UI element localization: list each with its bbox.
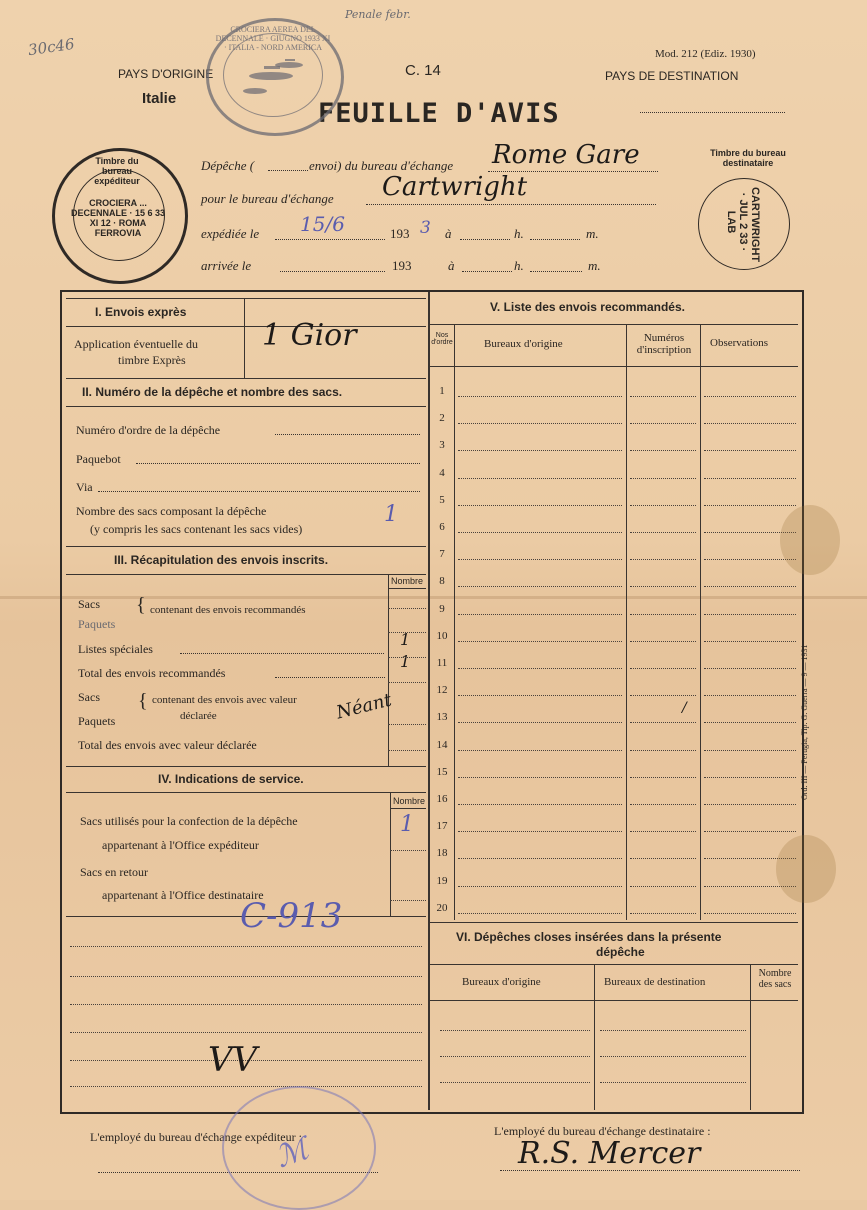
section4-title: IV. Indications de service. (158, 772, 304, 786)
row-number: 19 (436, 875, 448, 887)
row-number: 18 (436, 847, 448, 859)
printer-note: Ord. III — Perugia, Tip. G. Guerra — 9 — 1931 (800, 644, 809, 800)
expediteur-stamp-text: CROCIERA ... DECENNALE · 15 6 33 XI 12 · ROMA FERROVIA (70, 198, 166, 238)
row-line (630, 559, 696, 560)
employe-expediteur-label: L'employé du bureau d'échange expéditeur : (90, 1130, 302, 1144)
paper-stain-lower (776, 835, 836, 903)
total-recommandes-label: Total des envois recommandés (78, 666, 226, 680)
depeche-label: Dépêche ( (201, 158, 255, 173)
row-number: 15 (436, 766, 448, 778)
row-line (704, 695, 796, 696)
depeche-value: Rome Gare (492, 140, 640, 170)
row-line (458, 695, 622, 696)
row-line (704, 505, 796, 506)
section3-title: III. Récapitulation des envois inscrits. (114, 553, 329, 567)
nombre-sacs-value: 1 (384, 502, 398, 527)
arrivee-year-label: 193 (392, 258, 412, 273)
pays-destination-label: PAYS DE DESTINATION (605, 69, 739, 83)
section3-nombre-header: Nombre (391, 576, 424, 586)
row-line (458, 722, 622, 723)
row-number: 8 (439, 575, 445, 587)
sacs-retour-label-2: appartenant à l'Office destinataire (102, 888, 264, 902)
paquets-label: Paquets (78, 617, 116, 631)
row-line (630, 450, 696, 451)
row-line (704, 722, 796, 723)
contenant-valeur-1: contenant des envois avec valeur (152, 694, 297, 706)
a-label: à (445, 226, 452, 241)
row-line (630, 695, 696, 696)
sacs-utilises-label-2: appartenant à l'Office expéditeur (102, 838, 259, 852)
row-line (458, 450, 622, 451)
listes-speciales-value: 1 (400, 630, 411, 649)
sacs-retour-label-1: Sacs en retour (80, 865, 148, 879)
row-line (458, 478, 622, 479)
row-line (704, 641, 796, 642)
col-bureaux-header: Bureaux d'origine (484, 338, 563, 350)
listes-speciales-label: Listes spéciales (78, 642, 153, 656)
row-line (704, 668, 796, 669)
arrivee-a-label: à (448, 258, 455, 273)
year-expediee: 3 (420, 218, 431, 238)
row-line (458, 750, 622, 751)
row-line (630, 858, 696, 859)
sacs-valeur-label: Sacs (78, 690, 100, 704)
row-line (458, 913, 622, 914)
row-line (458, 396, 622, 397)
col-numeros-header: Numéros d'inscription (636, 332, 692, 356)
sacs-utilises-label-1: Sacs utilisés pour la confection de la dépêche (80, 814, 298, 828)
row-line (458, 777, 622, 778)
arrivee-h-label: h. (514, 258, 524, 273)
col-nombre-header: Nombre des sacs (758, 968, 792, 990)
brace-valeur: { (138, 690, 148, 712)
row-line (630, 886, 696, 887)
application-value: 1 Gior (262, 318, 357, 353)
form-title: FEUILLE D'AVIS (318, 98, 560, 129)
row-number: 20 (436, 902, 448, 914)
row-line (704, 396, 796, 397)
blue-pencil-note: C-913 (240, 896, 343, 936)
row-line (630, 750, 696, 751)
col-origine-header: Bureaux d'origine (462, 976, 541, 988)
model-number: Mod. 212 (Ediz. 1930) (655, 48, 756, 60)
row-number: 10 (436, 630, 448, 642)
col-nos-header: Nos d'ordre (431, 332, 453, 346)
row-number: 13 (436, 711, 448, 723)
via-label: Via (76, 480, 93, 494)
row-line (630, 505, 696, 506)
pays-destination-line (640, 112, 785, 113)
row-line (458, 423, 622, 424)
employe-destinataire-label: L'employé du bureau d'échange destinataire : (494, 1124, 711, 1138)
row-line (704, 750, 796, 751)
application-label-1: Application éventuelle du (74, 337, 198, 351)
row-line (704, 913, 796, 914)
pays-origine-value: Italie (142, 90, 177, 107)
section6-title-1: VI. Dépêches closes insérées dans la présente (456, 930, 722, 944)
h-label: h. (514, 226, 524, 241)
nombre-sacs-label-1: Nombre des sacs composant la dépêche (76, 504, 267, 518)
pour-label: pour le bureau d'échange (201, 191, 334, 206)
paquets-valeur-label: Paquets (78, 714, 116, 728)
envoi-label: envoi) du bureau d'échange (309, 158, 454, 173)
row-number: 5 (439, 494, 445, 506)
contenant-valeur-2: déclarée (180, 710, 217, 722)
row-line (704, 450, 796, 451)
corner-pencil-note: 30c46 (26, 34, 76, 60)
row-line (704, 586, 796, 587)
top-scribble: Penale febr. (345, 8, 411, 21)
row-line (630, 777, 696, 778)
year-label: 193 (390, 226, 410, 241)
row-line (704, 559, 796, 560)
expediee-label: expédiée le (201, 226, 260, 241)
row-line (630, 668, 696, 669)
row-line (630, 532, 696, 533)
pour-value: Cartwright (382, 172, 528, 202)
nombre-sacs-label-2: (y compris les sacs contenant les sacs vides) (90, 522, 303, 536)
row-line (458, 858, 622, 859)
row-line (630, 804, 696, 805)
row-line (704, 478, 796, 479)
application-label-2: timbre Exprès (118, 353, 186, 367)
section2-title: II. Numéro de la dépêche et nombre des sacs. (82, 385, 343, 399)
destinataire-signature: R.S. Mercer (518, 1136, 701, 1171)
expediee-date: 15/6 (300, 212, 345, 236)
row-line (704, 777, 796, 778)
col-observations-header: Observations (710, 337, 769, 349)
row-number: 4 (439, 467, 445, 479)
row-number: 2 (439, 412, 445, 424)
destinataire-stamp-text: CARTWRIGHT · JUL 2 33 · LAB (725, 187, 761, 263)
row-line (458, 641, 622, 642)
row-line (630, 478, 696, 479)
paquebot-label: Paquebot (76, 452, 121, 466)
row-line (458, 614, 622, 615)
row-line (630, 641, 696, 642)
row-line (630, 396, 696, 397)
row-line (630, 614, 696, 615)
sacs-label: Sacs (78, 597, 100, 611)
paper-stain-upper (780, 505, 840, 575)
row-line (458, 586, 622, 587)
row-number: 17 (436, 820, 448, 832)
row-line (458, 886, 622, 887)
row-line (630, 722, 696, 723)
row-line (458, 668, 622, 669)
row-number: 16 (436, 793, 448, 805)
row-line (704, 423, 796, 424)
contenant-recommandes: contenant des envois recommandés (150, 604, 306, 616)
sacs-utilises-value: 1 (400, 812, 414, 837)
brace-recommandes: { (136, 594, 146, 616)
row13-mark: / (682, 700, 687, 716)
row-number: 14 (436, 739, 448, 751)
row-line (458, 804, 622, 805)
row-number: 11 (436, 657, 448, 669)
row-line (704, 614, 796, 615)
m-label: m. (586, 226, 599, 241)
row-line (630, 913, 696, 914)
row-line (458, 559, 622, 560)
pays-origine-label: PAYS D'ORIGINE (118, 67, 214, 81)
arrivee-m-label: m. (588, 258, 601, 273)
row-line (458, 505, 622, 506)
row-number: 12 (436, 684, 448, 696)
row-line (704, 804, 796, 805)
section4-nombre-header: Nombre (393, 796, 426, 806)
neant-annotation: Néant (334, 689, 394, 724)
row-line (458, 831, 622, 832)
violet-scribble: ℳ (270, 1131, 314, 1176)
middle-divider (428, 292, 430, 1110)
arrivee-label: arrivée le (201, 258, 252, 273)
total-valeur-label: Total des envois avec valeur déclarée (78, 738, 257, 752)
row-line (630, 586, 696, 587)
numero-ordre-label: Numéro d'ordre de la dépêche (76, 423, 221, 437)
form-code: C. 14 (405, 62, 441, 79)
row-number: 3 (439, 439, 445, 451)
row-line (458, 532, 622, 533)
row-line (630, 831, 696, 832)
crociera-stamp-text: CROCIERA AEREA DEL DECENNALE · GIUGNO 1933 XI · ITALIA - NORD AMERICA (215, 25, 331, 52)
row-line (630, 423, 696, 424)
section5-title: V. Liste des envois recommandés. (490, 300, 685, 314)
row-number: 1 (439, 385, 445, 397)
row-number: 7 (439, 548, 445, 560)
col-destination-header: Bureaux de destination (604, 976, 706, 988)
expediteur-stamp-label: Timbre du bureau expéditeur (94, 156, 140, 186)
row-number: 6 (439, 521, 445, 533)
total-recommandes-value: 1 (400, 652, 411, 671)
row-line (704, 831, 796, 832)
initials-mark: VV (208, 1040, 258, 1080)
row-number: 9 (439, 603, 445, 615)
destinataire-stamp-label: Timbre du bureau destinataire (710, 148, 786, 168)
section1-title: I. Envois exprès (95, 305, 187, 319)
section6-title-2: dépêche (596, 945, 645, 959)
